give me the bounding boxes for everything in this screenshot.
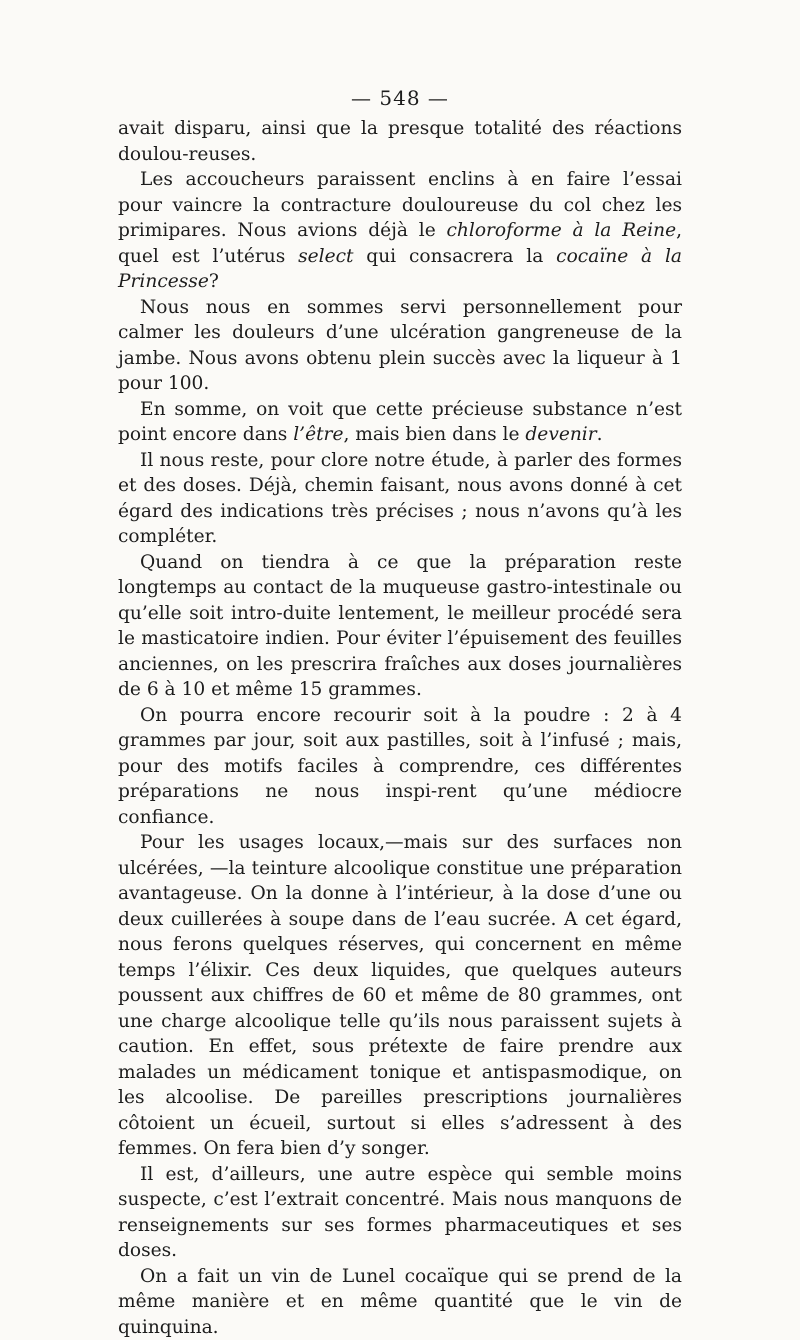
text-span: . — [597, 424, 603, 445]
italic-phrase: cocaïne à la Princesse — [118, 246, 682, 293]
italic-word: select — [298, 246, 353, 267]
italic-word: devenir — [525, 424, 596, 445]
paragraph: Pour les usages locaux,—mais sur des surfaces non ulcérées, —la teinture alcoolique constitue une préparation avantageuse. On la donne à l’intérieur, à la dose d’une ou deux cuillerées à soupe dans de l’eau sucrée. A cet égard, nous ferons quelques réserves, qui concernent en même temps l’élixir. Ces deux liquides, que quelques auteurs poussent aux chiffres de 60 et même de 80 grammes, ont une charge alcoolique telle qu’ils nous paraissent sujets à caution. En effet, sous prétexte de faire prendre aux malades un médicament tonique et antispasmodique, on les alcoolise. De pareilles prescriptions journalières côtoient un écueil, surtout si elles s’adressent à des femmes. On fera bien d’y songer. — [118, 830, 682, 1162]
paragraph — [118, 167, 682, 295]
italic-word: l’être — [293, 424, 343, 445]
text-span: ? — [209, 271, 219, 292]
paragraph: Il nous reste, pour clore notre étude, à parler des formes et des doses. Déjà, chemin faisant, nous avons donné à cet égard des indications très précises ; nous n’avons qu’à les compléter. — [118, 448, 682, 550]
paragraph: Quand on tiendra à ce que la préparation reste longtemps au contact de la muqueuse gastro-intestinale ou qu’elle soit intro-duite lentement, le meilleur procédé sera le masticatoire indien. Pour éviter l’épuisement des feuilles anciennes, on les prescrira fraîches aux doses journalières de 6 à 10 et même 15 grammes. — [118, 550, 682, 703]
italic-phrase: chloroforme à la Reine — [446, 220, 676, 241]
text-span: qui consacrera la — [353, 246, 556, 267]
body-text — [118, 116, 682, 1340]
paragraph: On pourra encore recourir soit à la poudre : 2 à 4 grammes par jour, soit aux pastilles, soit à l’infusé ; mais, pour des motifs faciles à comprendre, ces différentes préparations ne nous inspi-rent qu’une médiocre confiance. — [118, 703, 682, 831]
text-span: , quel est l’utérus — [118, 220, 682, 267]
paragraph — [118, 397, 682, 448]
paragraph: Nous nous en sommes servi personnellement pour calmer les douleurs d’une ulcération gangreneuse de la jambe. Nous avons obtenu plein succès avec la liqueur à 1 pour 100. — [118, 295, 682, 397]
paragraph: avait disparu, ainsi que la presque totalité des réactions doulou-reuses. — [118, 116, 682, 167]
text-span: En somme, on voit que cette précieuse substance n’est point encore dans — [118, 399, 682, 446]
paragraph: On a fait un vin de Lunel cocaïque qui se prend de la même manière et en même quantité que le vin de quinquina. — [118, 1264, 682, 1340]
paragraph: Il est, d’ailleurs, une autre espèce qui semble moins suspecte, c’est l’extrait concentré. Mais nous manquons de renseignements sur ses formes pharmaceutiques et ses doses. — [118, 1162, 682, 1264]
text-span: Les accoucheurs paraissent enclins à en faire l’essai pour vaincre la contracture douloureuse du col chez les primipares. Nous avions déjà le — [118, 169, 682, 241]
page-number: — 548 — — [0, 86, 800, 110]
text-span: , mais bien dans le — [343, 424, 525, 445]
